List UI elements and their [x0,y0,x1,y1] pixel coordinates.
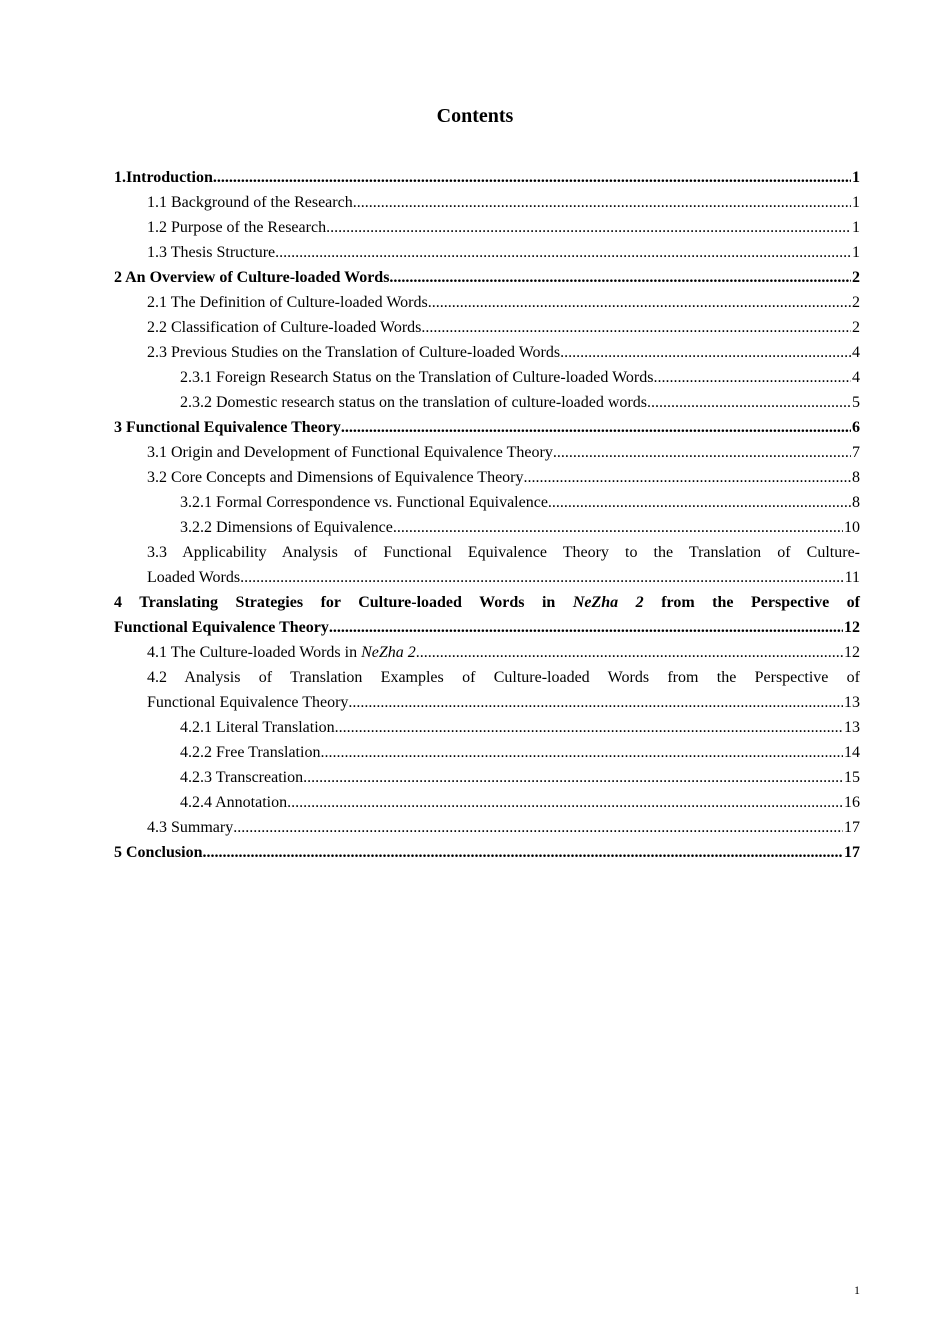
toc-entry-4-2-4[interactable] [180,790,860,815]
toc-page-number: 5 [852,394,860,411]
toc-entry-text: 3.2 Core Concepts and Dimensions of Equivalence Theory [147,469,524,486]
toc-entry-2-1[interactable] [147,290,860,315]
dot-leader [647,390,851,415]
dot-leader [428,290,851,315]
toc-entry-4-2-2[interactable] [180,740,860,765]
toc-entry-4-2-3[interactable] [180,765,860,790]
toc-entry-text: 1.3 Thesis Structure [147,244,276,261]
dot-leader [287,790,843,815]
toc-page-number: 8 [852,469,860,486]
toc-entry-text: 3.1 Origin and Development of Functional Equivalence Theory [147,444,553,461]
toc-entry-text: 2.2 Classification of Culture-loaded Words [147,319,422,336]
film-title: NeZha 2 [361,644,416,661]
toc-entry-text: 4.2.1 Literal Translation [180,719,335,736]
dot-leader [326,215,851,240]
toc-page-number: 2 [852,319,860,336]
dot-leader [553,440,851,465]
page-title: Contents [436,105,514,127]
toc-entry-4-2[interactable] [147,690,860,715]
toc-entry-text: 4 Translating Strategies for Culture-loaded Words in [114,594,573,611]
toc-page-number: 2 [852,269,860,286]
toc-entry-4-line1[interactable] [114,590,860,615]
toc-entry-text: 2.3.2 Domestic research status on the translation of culture-loaded words [180,394,647,411]
dot-leader [213,165,851,190]
toc-page-number: 8 [852,494,860,511]
toc-page-number: 1 [852,219,860,236]
toc-entry-text: 1.Introduction [114,169,213,186]
toc-entry-text: 3.2.2 Dimensions of Equivalence [180,519,393,536]
toc-entry-4-2-1[interactable] [180,715,860,740]
toc-entry-2-3[interactable] [147,340,860,365]
dot-leader [348,690,843,715]
toc-entry-text: from the Perspective of [643,594,861,611]
toc-entry-4-2-line1[interactable]: 4.2 Analysis of Translation Examples of Culture-loaded Words from the Perspective of [147,669,860,686]
toc-entry-text: 4.2.4 Annotation [180,794,288,811]
dot-leader [560,340,851,365]
toc-entry-text: 3.2.1 Formal Correspondence vs. Functional Equivalence [180,494,548,511]
dot-leader [341,415,851,440]
dot-leader [548,490,851,515]
toc-page-number: 14 [844,744,860,761]
toc-entry-text: 1.2 Purpose of the Research [147,219,327,236]
dot-leader [202,840,843,865]
toc-page-number: 1 [852,169,860,186]
toc-entry-3-3-line1[interactable]: 3.3 Applicability Analysis of Functional Equivalence Theory to the Translation of Culture- [147,544,860,561]
toc-entry-3-1[interactable] [147,440,860,465]
toc-entry-1[interactable] [114,165,860,190]
toc-page-number: 16 [844,794,860,811]
film-title: NeZha 2 [572,594,644,611]
toc-entry-1-2[interactable] [147,215,860,240]
dot-leader [335,715,843,740]
toc-page-number: 6 [852,419,860,436]
dot-leader [421,315,851,340]
toc-entry-text: Functional Equivalence Theory [147,694,349,711]
toc-entry-text: Functional Equivalence Theory [114,619,329,636]
toc-entry-3-3[interactable] [147,565,860,590]
toc-entry-text: 2 An Overview of Culture-loaded Words [114,269,390,286]
toc-entry-2[interactable] [114,265,860,290]
toc-entry-3[interactable] [114,415,860,440]
toc-entry-2-2[interactable] [147,315,860,340]
dot-leader [233,815,843,840]
table-of-contents [114,165,860,865]
dot-leader [353,190,851,215]
toc-entry-1-3[interactable] [147,240,860,265]
toc-entry-1-1[interactable] [147,190,860,215]
toc-entry-5[interactable] [114,840,860,865]
toc-page-number: 10 [844,519,860,536]
toc-entry-4[interactable] [114,615,860,640]
toc-entry-2-3-1[interactable] [180,365,860,390]
toc-entry-3-2-2[interactable] [180,515,860,540]
dot-leader [416,640,843,665]
dot-leader [524,465,851,490]
toc-page-number: 17 [844,819,860,836]
toc-entry-text: Loaded Words [147,569,241,586]
toc-entry-2-3-2[interactable] [180,390,860,415]
toc-page-number: 15 [844,769,860,786]
dot-leader [329,615,843,640]
toc-entry-3-2[interactable] [147,465,860,490]
toc-entry-text: 2.3.1 Foreign Research Status on the Translation of Culture-loaded Words [180,369,654,386]
toc-page-number: 12 [844,619,860,636]
toc-entry-text: 3 Functional Equivalence Theory [114,419,341,436]
toc-page-number: 1 [852,194,860,211]
toc-page-number: 13 [844,694,860,711]
dot-leader [303,765,843,790]
dot-leader [393,515,843,540]
toc-page-number: 17 [844,844,860,861]
toc-entry-3-2-1[interactable] [180,490,860,515]
toc-entry-4-3[interactable] [147,815,860,840]
toc-entry-text: 2.1 The Definition of Culture-loaded Words [147,294,428,311]
toc-page-number: 1 [852,244,860,261]
dot-leader [275,240,851,265]
toc-entry-text: 4.2.2 Free Translation [180,744,321,761]
dot-leader [320,740,843,765]
toc-page-number: 13 [844,719,860,736]
toc-entry-text: 2.3 Previous Studies on the Translation of Culture-loaded Words [147,344,561,361]
toc-entry-text [147,640,416,665]
toc-page-number: 11 [844,569,860,586]
toc-entry-4-1[interactable] [147,640,860,665]
toc-page-number: 4 [852,369,860,386]
toc-page-number: 2 [852,294,860,311]
toc-entry-text: 4.3 Summary [147,819,234,836]
dot-leader [240,565,844,590]
toc-entry-text-part: 4.1 The Culture-loaded Words in [147,644,362,661]
toc-entry-text: 5 Conclusion [114,844,203,861]
toc-page-number: 12 [844,644,860,661]
toc-page-number: 7 [852,444,860,461]
toc-page-number: 4 [852,344,860,361]
dot-leader [653,365,851,390]
page-number-footer: 1 [854,1283,860,1297]
toc-entry-text: 4.2.3 Transcreation [180,769,304,786]
dot-leader [389,265,851,290]
toc-entry-text: 1.1 Background of the Research [147,194,353,211]
